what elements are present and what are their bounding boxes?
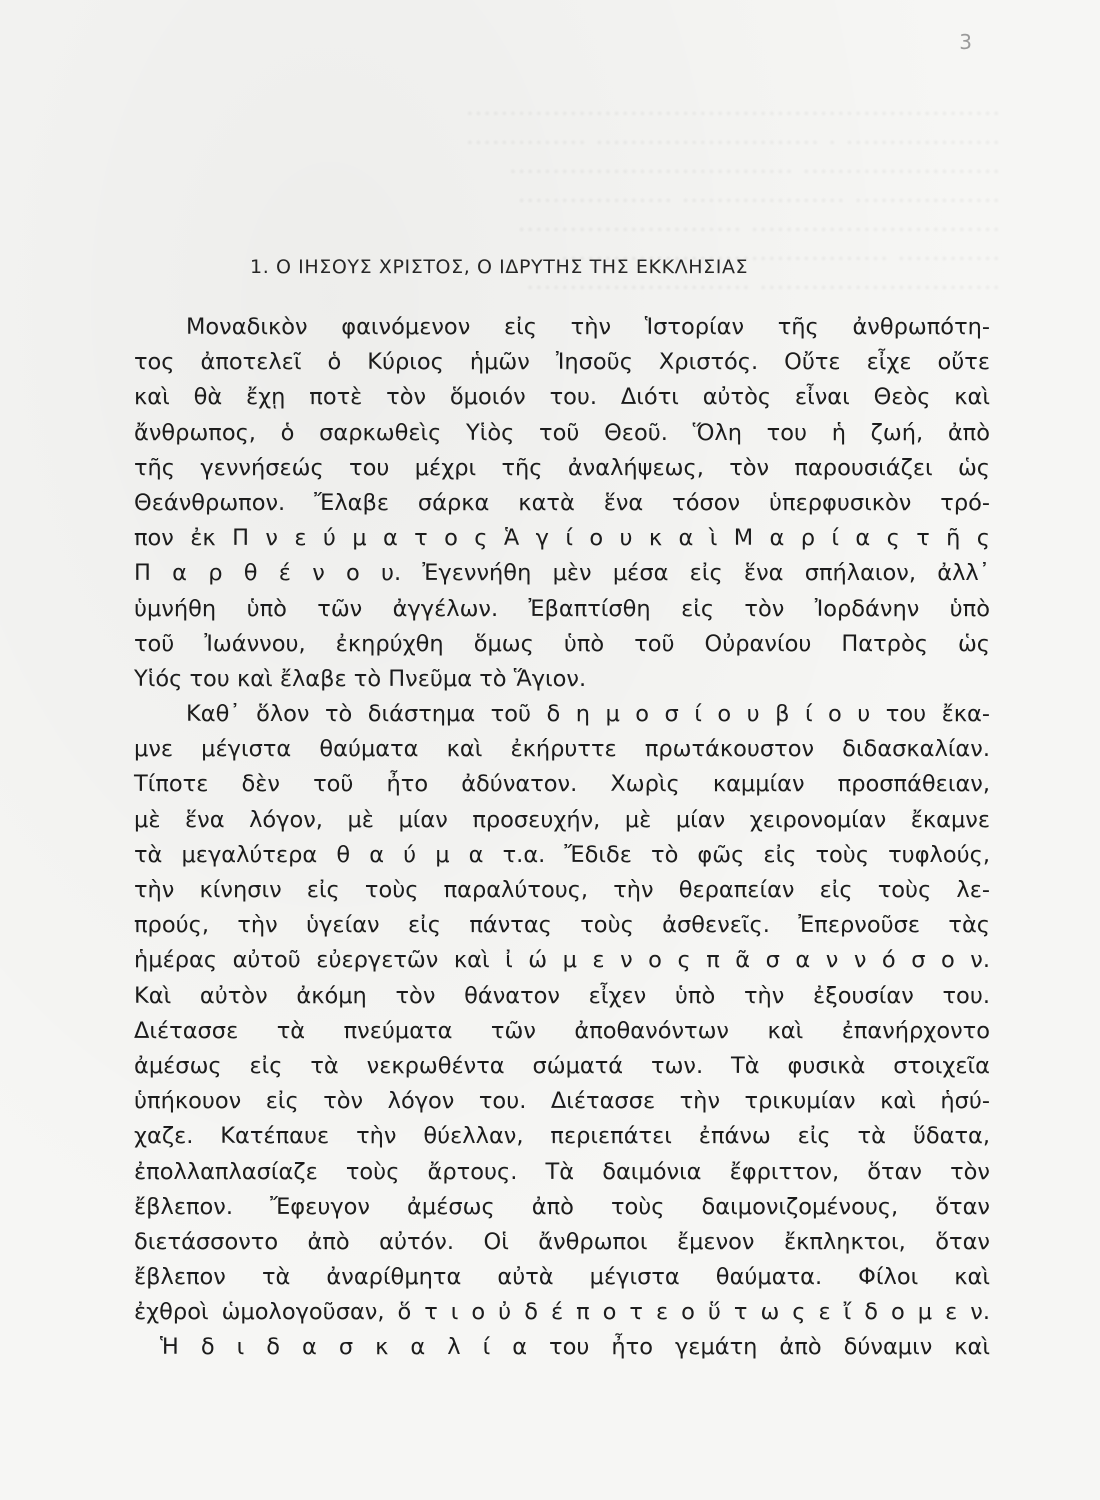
text-line: πον ἐκ Π ν ε ύ μ α τ ο ς Ἁ γ ί ο υ κ α ὶ Μ α ρ ί α ς τ ῆ ς <box>134 525 990 552</box>
text-line: ὑπήκουον εἰς τὸν λόγον του. Διέτασσε τὴν τρικυμίαν καὶ ἡσύ- <box>134 1088 990 1115</box>
text-line: τὰ μεγαλύτερα θ α ύ μ α τ.α. Ἔδιδε τὸ φῶς εἰς τοὺς τυφλούς, <box>134 841 990 868</box>
text-line: Καὶ αὐτὸν ἀκόμη τὸν θάνατον εἶχεν ὑπὸ τὴν ἐξουσίαν του. <box>134 982 990 1009</box>
text-line: μὲ ἕνα λόγον, μὲ μίαν προσευχήν, μὲ μίαν χειρονομίαν ἔκαμνε <box>134 806 990 833</box>
text-line: ἄνθρωπος, ὁ σαρκωθεὶς Υἱὸς τοῦ Θεοῦ. Ὅλη του ἡ ζωή, ἀπὸ <box>134 419 990 446</box>
text-line: μνε μέγιστα θαύματα καὶ ἐκήρυττε πρωτάκουστον διδασκαλίαν. <box>134 736 990 763</box>
show-through-text: ······························································ ·················· · ·························· ·············· ······················· ································· ················· ··················· ·················· ····························· ·························· ············ ······································ ···························· ·························· <box>465 100 1000 302</box>
text-line: ἔβλεπον. Ἔφευγον ἀμέσως ἀπὸ τοὺς δαιμονιζομένους, ὅταν <box>134 1193 990 1220</box>
text-line: τῆς γεννήσεώς του μέχρι τῆς ἀναλήψεως, τὸν παρουσιάζει ὡς <box>134 454 990 481</box>
text-line: ἔβλεπον τὰ ἀναρίθμητα αὐτὰ μέγιστα θαύματα. Φίλοι καὶ <box>134 1264 990 1291</box>
text-line: τος ἀποτελεῖ ὁ Κύριος ἡμῶν Ἰησοῦς Χριστός. Οὔτε εἶχε οὔτε <box>134 349 990 376</box>
text-line: Καθ᾽ ὅλον τὸ διάστημα τοῦ δ η μ ο σ ί ο υ β ί ο υ του ἔκα- <box>186 701 990 728</box>
text-line: καὶ θὰ ἔχῃ ποτὲ τὸν ὅμοιόν του. Διότι αὐτὸς εἶναι Θεὸς καὶ <box>134 384 990 411</box>
text-line: τὴν κίνησιν εἰς τοὺς παραλύτους, τὴν θεραπείαν εἰς τοὺς λε- <box>134 877 990 903</box>
text-line: προύς, τὴν ὑγείαν εἰς πάντας τοὺς ἀσθενεῖς. Ἐπερνοῦσε τὰς <box>134 912 990 939</box>
text-line: Π α ρ θ έ ν ο υ. Ἐγεννήθη μὲν μέσα εἰς ἕνα σπήλαιον, ἀλλ᾽ <box>134 560 990 587</box>
body-text <box>134 310 990 1366</box>
text-line: Υἱός του καὶ ἔλαβε τὸ Πνεῦμα τὸ Ἅγιον. <box>134 665 587 692</box>
text-line: Ἡ δ ι δ α σ κ α λ ί α του ἦτο γεμάτη ἀπὸ δύναμιν καὶ <box>160 1334 990 1361</box>
text-line: διετάσσοντο ἀπὸ αὐτόν. Οἱ ἄνθρωποι ἔμενον ἔκπληκτοι, ὅταν <box>134 1228 990 1255</box>
text-line: Μοναδικὸν φαινόμενον εἰς τὴν Ἱστορίαν τῆς ἀνθρωπότη- <box>186 314 990 340</box>
text-line: τοῦ Ἰωάννου, ἐκηρύχθη ὅμως ὑπὸ τοῦ Οὐρανίου Πατρὸς ὡς <box>134 630 990 657</box>
text-line: ἡμέρας αὐτοῦ εὐεργετῶν καὶ ἰ ώ μ ε ν ο ς π ᾶ σ α ν ν ό σ ο ν. <box>134 947 990 974</box>
text-line: χαζε. Κατέπαυε τὴν θύελλαν, περιεπάτει ἐπάνω εἰς τὰ ὕδατα, <box>134 1123 990 1150</box>
text-line: ὑμνήθη ὑπὸ τῶν ἀγγέλων. Ἐβαπτίσθη εἰς τὸν Ἰορδάνην ὑπὸ <box>134 595 990 622</box>
page-number: 3 <box>959 30 972 54</box>
text-line: ἐπολλαπλασίαζε τοὺς ἄρτους. Τὰ δαιμόνια ἔφριττον, ὅταν τὸν <box>134 1158 990 1185</box>
text-line: ἀμέσως εἰς τὰ νεκρωθέντα σώματά των. Τὰ φυσικὰ στοιχεῖα <box>134 1052 990 1079</box>
text-line: Διέτασσε τὰ πνεύματα τῶν ἀποθανόντων καὶ ἐπανήρχοντο <box>134 1017 990 1044</box>
text-line: ἐχθροὶ ὡμολογοῦσαν, ὅ τ ι ο ὐ δ έ π ο τ ε ο ὕ τ ω ς ε ἴ δ ο μ ε ν. <box>134 1299 990 1326</box>
text-line: Θεάνθρωπον. Ἔλαβε σάρκα κατὰ ἕνα τόσον ὑπερφυσικὸν τρό- <box>134 489 990 516</box>
text-line: Τίποτε δὲν τοῦ ἦτο ἀδύνατον. Χωρὶς καμμίαν προσπάθειαν, <box>134 771 990 798</box>
chapter-heading: 1. Ο ΙΗΣΟΥΣ ΧΡΙΣΤΟΣ, Ο ΙΔΡΥΤΗΣ ΤΗΣ ΕΚΚΛΗΣΙΑΣ <box>250 256 749 278</box>
